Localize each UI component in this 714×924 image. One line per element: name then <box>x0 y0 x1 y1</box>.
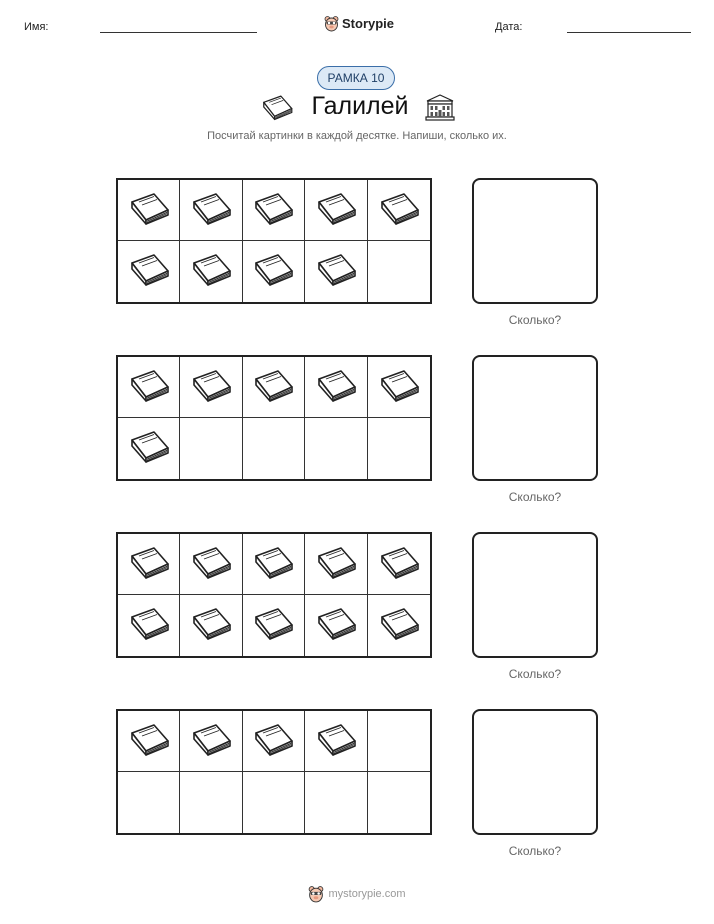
book-icon <box>126 544 172 585</box>
mascot-icon <box>308 885 324 903</box>
frame-cell <box>305 241 367 302</box>
answer-box-2[interactable] <box>472 355 598 481</box>
book-icon <box>188 251 234 292</box>
frame-cell <box>118 241 180 302</box>
frame-cell <box>180 595 242 656</box>
book-icon <box>250 721 296 762</box>
book-icon <box>376 605 422 646</box>
how-many-label-1: Сколько? <box>508 313 562 327</box>
frame-cell <box>368 418 430 479</box>
frame-cell <box>243 595 305 656</box>
frame-cell <box>243 241 305 302</box>
brand-logo <box>324 12 394 34</box>
book-icon <box>250 544 296 585</box>
book-icon <box>376 367 422 408</box>
book-icon <box>126 428 172 469</box>
frame-cell <box>243 711 305 772</box>
frame-cell <box>368 180 430 241</box>
book-icon <box>313 367 359 408</box>
book-icon <box>376 190 422 231</box>
ten-frame-2 <box>116 355 432 481</box>
book-icon <box>250 605 296 646</box>
frame-cell <box>180 711 242 772</box>
frame-cell <box>180 241 242 302</box>
frame-cell <box>368 241 430 302</box>
frame-cell <box>118 357 180 418</box>
frame-cell <box>243 357 305 418</box>
page-title: Галилей <box>311 92 409 120</box>
book-icon <box>188 605 234 646</box>
answer-box-4[interactable] <box>472 709 598 835</box>
brand-name: Storypie <box>342 15 395 31</box>
book-icon <box>259 93 295 121</box>
frame-cell <box>243 772 305 833</box>
frame-cell <box>118 418 180 479</box>
frame-cell <box>305 180 367 241</box>
mascot-icon <box>324 15 339 32</box>
frame-cell <box>305 357 367 418</box>
book-icon <box>250 251 296 292</box>
book-icon <box>313 605 359 646</box>
footer-url: mystorypie.com <box>328 888 406 900</box>
frame-cell <box>118 595 180 656</box>
book-icon <box>126 605 172 646</box>
frame-cell <box>243 180 305 241</box>
book-icon <box>313 251 359 292</box>
book-icon <box>250 190 296 231</box>
frame-cell <box>305 418 367 479</box>
frame-cell <box>368 595 430 656</box>
frame-cell <box>368 772 430 833</box>
book-icon <box>126 251 172 292</box>
book-icon <box>188 367 234 408</box>
book-icon <box>126 721 172 762</box>
book-icon <box>376 544 422 585</box>
frame-cell <box>180 180 242 241</box>
how-many-label-3: Сколько? <box>508 667 562 681</box>
book-icon <box>188 544 234 585</box>
book-icon <box>188 190 234 231</box>
frame-cell <box>243 418 305 479</box>
book-icon <box>126 367 172 408</box>
answer-box-3[interactable] <box>472 532 598 658</box>
ten-frame-4 <box>116 709 432 835</box>
frame-cell <box>118 180 180 241</box>
name-label: Имя: <box>24 21 49 33</box>
book-icon <box>188 721 234 762</box>
footer <box>0 885 714 903</box>
name-write-line[interactable] <box>100 32 257 33</box>
frame-cell <box>180 357 242 418</box>
frame-cell <box>305 595 367 656</box>
frame-cell <box>305 772 367 833</box>
frame-cell <box>180 534 242 595</box>
book-icon <box>313 544 359 585</box>
how-many-label-2: Сколько? <box>508 490 562 504</box>
book-icon <box>250 367 296 408</box>
book-icon <box>126 190 172 231</box>
frame-cell <box>305 711 367 772</box>
frame-cell <box>368 357 430 418</box>
frame-cell <box>305 534 367 595</box>
title-row <box>0 92 714 121</box>
frame-cell <box>368 711 430 772</box>
frame-cell <box>368 534 430 595</box>
date-label: Дата: <box>495 21 523 33</box>
frame-badge: РАМКА 10 <box>317 66 395 90</box>
date-write-line[interactable] <box>567 32 691 33</box>
frame-cell <box>118 772 180 833</box>
frame-cell <box>118 711 180 772</box>
frame-cell <box>118 534 180 595</box>
building-icon <box>425 93 455 121</box>
frame-cell <box>180 772 242 833</box>
how-many-label-4: Сколько? <box>508 844 562 858</box>
ten-frame-1 <box>116 178 432 304</box>
book-icon <box>313 190 359 231</box>
frame-cell <box>243 534 305 595</box>
answer-box-1[interactable] <box>472 178 598 304</box>
instructions: Посчитай картинки в каждой десятке. Напиши, сколько их. <box>207 130 507 142</box>
book-icon <box>313 721 359 762</box>
frame-cell <box>180 418 242 479</box>
ten-frame-3 <box>116 532 432 658</box>
